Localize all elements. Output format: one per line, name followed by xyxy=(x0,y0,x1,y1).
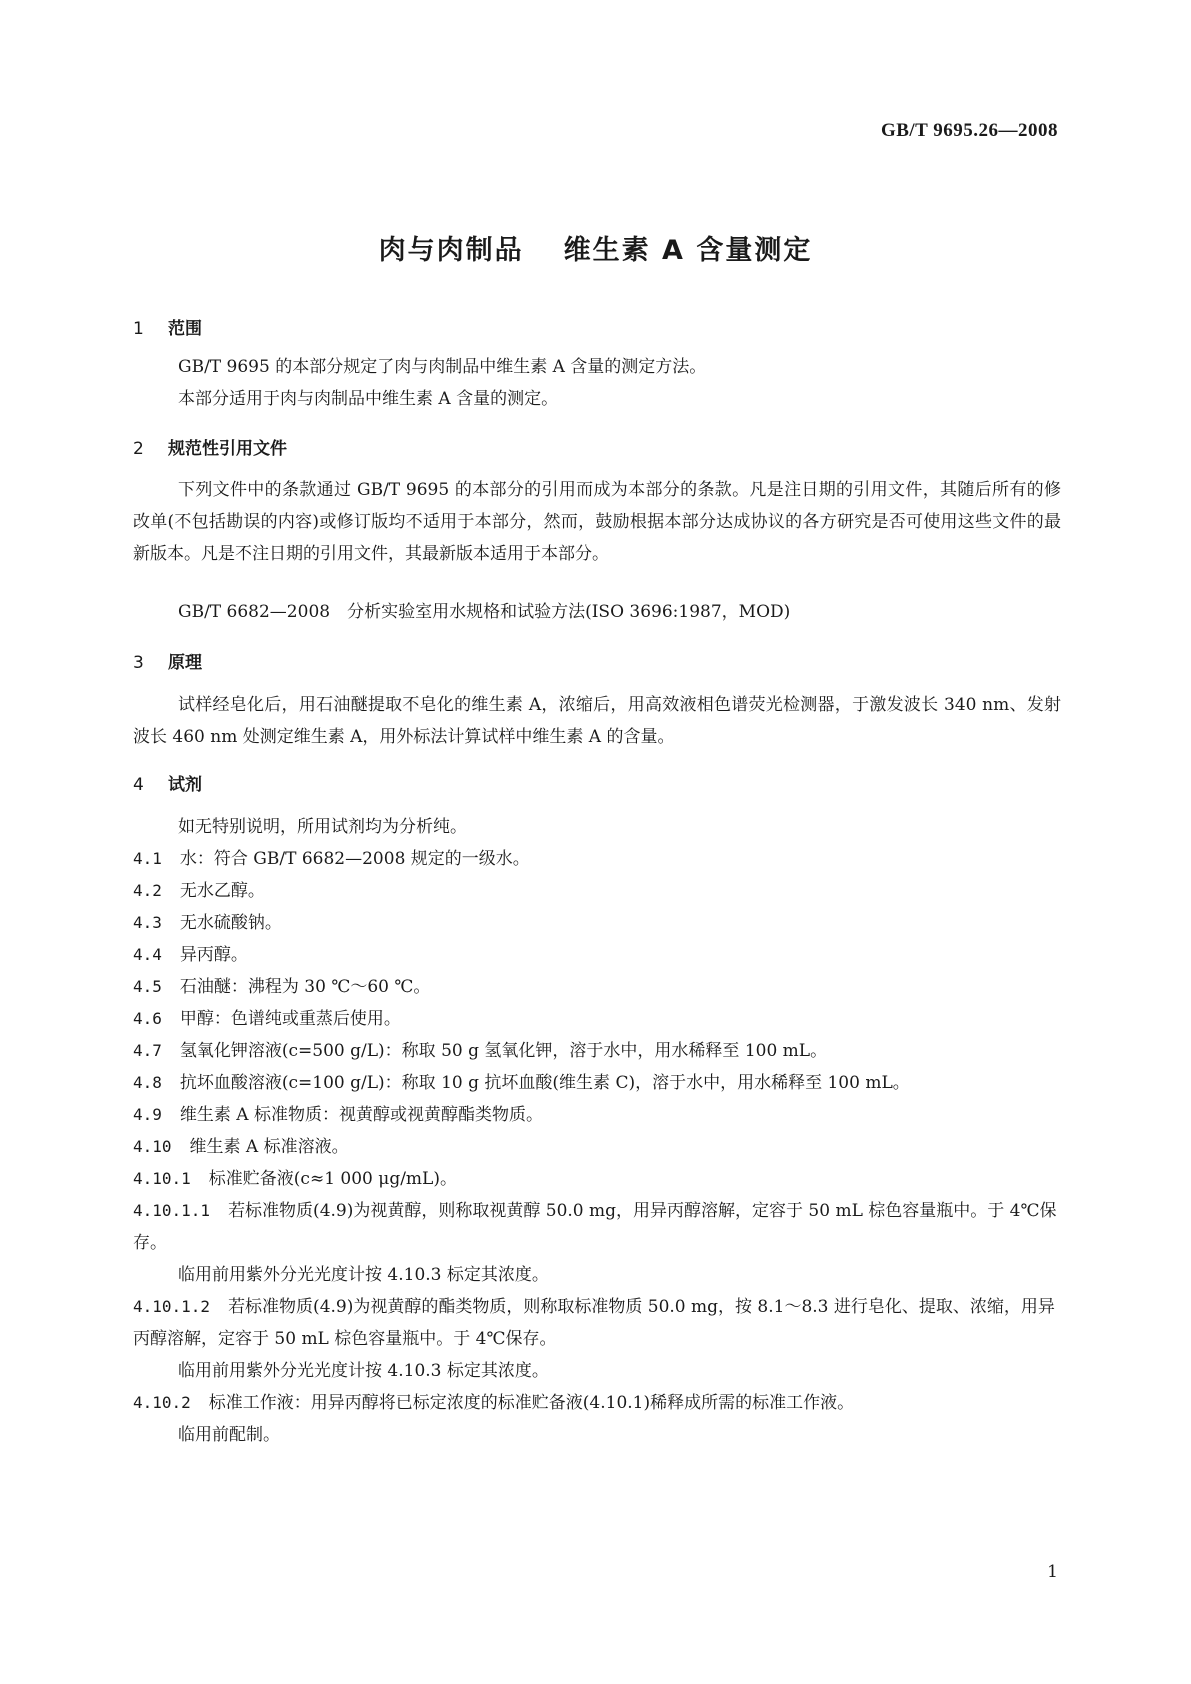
section-title: 规范性引用文件 xyxy=(168,439,287,459)
item-text: 甲醇：色谱纯或重蒸后使用。 xyxy=(179,1009,401,1029)
page-number: 1 xyxy=(1047,1562,1058,1582)
reagent-item xyxy=(133,1003,1061,1035)
item-text: 抗坏血酸溶液(c=100 g/L)：称取 10 g 抗坏血酸(维生素 C)，溶于水中，用水稀释至 100 mL。 xyxy=(179,1073,910,1093)
item-number: 4.5 xyxy=(133,977,162,996)
reagent-item xyxy=(133,1131,1061,1163)
reagent-item xyxy=(133,939,1061,971)
item-number: 4.8 xyxy=(133,1073,162,1092)
reagent-item xyxy=(133,843,1061,875)
section-3-paragraph-1: 试样经皂化后，用石油醚提取不皂化的维生素 A，浓缩后，用高效液相色谱荧光检测器，于激发波长 340 nm、发射波长 460 nm 处测定维生素 A，用外标法计算试样中维生素 A 的含量。 xyxy=(133,695,1061,747)
item-number: 4.10.2 xyxy=(133,1393,191,1412)
section-title: 试剂 xyxy=(168,775,202,795)
section-2-heading xyxy=(133,434,287,459)
title-part-2: 维生素 A 含量测定 xyxy=(563,235,813,266)
title-part-1: 肉与肉制品 xyxy=(378,235,524,266)
item-number: 4.4 xyxy=(133,945,162,964)
section-1-paragraph-2: 本部分适用于肉与肉制品中维生素 A 含量的测定。 xyxy=(178,389,559,409)
section-title: 原理 xyxy=(168,653,202,673)
standard-number: GB/T 9695.26—2008 xyxy=(880,120,1058,141)
section-1-paragraph-1: GB/T 9695 的本部分规定了肉与肉制品中维生素 A 含量的测定方法。 xyxy=(178,357,707,377)
reagent-item xyxy=(133,1035,1061,1067)
item-number: 4.6 xyxy=(133,1009,162,1028)
item-text: 若标准物质(4.9)为视黄醇的酯类物质，则称取标准物质 50.0 mg，按 8.1～8.3 进行皂化、提取、浓缩，用异丙醇溶解，定容于 50 mL 棕色容量瓶中。于 4℃保存。 xyxy=(133,1297,1055,1349)
item-text: 临用前用紫外分光光度计按 4.10.3 标定其浓度。 xyxy=(178,1361,549,1381)
item-number: 4.9 xyxy=(133,1105,162,1124)
reagent-item xyxy=(133,1163,1061,1195)
item-text: 石油醚：沸程为 30 ℃～60 ℃。 xyxy=(179,977,431,997)
section-number: 3 xyxy=(133,653,144,673)
item-number: 4.3 xyxy=(133,913,162,932)
item-text: 无水乙醇。 xyxy=(179,881,265,901)
normative-reference: GB/T 6682—2008 分析实验室用水规格和试验方法(ISO 3696:1987，MOD) xyxy=(178,602,791,622)
section-4-heading xyxy=(133,770,202,795)
reagent-item xyxy=(133,971,1061,1003)
reagent-item xyxy=(133,1195,1061,1259)
item-number: 4.1 xyxy=(133,849,162,868)
reagent-item xyxy=(133,1387,1061,1419)
item-text: 标准贮备液(c≈1 000 μg/mL)。 xyxy=(208,1169,457,1189)
item-note xyxy=(133,1419,1061,1451)
item-note xyxy=(133,1355,1061,1387)
section-title: 范围 xyxy=(168,319,202,339)
section-number: 4 xyxy=(133,775,144,795)
document-title xyxy=(0,228,1191,267)
item-number: 4.10 xyxy=(133,1137,172,1156)
reagent-item xyxy=(133,875,1061,907)
item-number: 4.10.1 xyxy=(133,1169,191,1188)
item-note xyxy=(133,1259,1061,1291)
item-text: 若标准物质(4.9)为视黄醇，则称取视黄醇 50.0 mg，用异丙醇溶解，定容于 50 mL 棕色容量瓶中。于 4℃保存。 xyxy=(133,1201,1057,1253)
reagent-item xyxy=(133,1099,1061,1131)
item-text: 无水硫酸钠。 xyxy=(179,913,282,933)
item-number: 4.7 xyxy=(133,1041,162,1060)
item-number: 4.2 xyxy=(133,881,162,900)
section-number: 2 xyxy=(133,439,144,459)
section-3-heading xyxy=(133,648,202,673)
item-number: 4.10.1.1 xyxy=(133,1201,211,1220)
section-1-heading xyxy=(133,314,202,339)
reagent-item xyxy=(133,1291,1061,1355)
item-number: 4.10.1.2 xyxy=(133,1297,211,1316)
section-number: 1 xyxy=(133,319,144,339)
item-text: 维生素 A 标准物质：视黄醇或视黄醇酯类物质。 xyxy=(179,1105,543,1125)
reagent-item xyxy=(133,907,1061,939)
item-text: 水：符合 GB/T 6682—2008 规定的一级水。 xyxy=(179,849,530,869)
section-2-paragraph-1: 下列文件中的条款通过 GB/T 9695 的本部分的引用而成为本部分的条款。凡是注日期的引用文件，其随后所有的修改单(不包括勘误的内容)或修订版均不适用于本部分，然而，鼓励根据本部分达成协议的各方研究是否可使用这些文件的最新版本。凡是不注日期的引用文件，其最新版本适用于本部分。 xyxy=(133,480,1061,564)
reagent-item xyxy=(133,1067,1061,1099)
item-text: 异丙醇。 xyxy=(179,945,248,965)
item-text: 临用前配制。 xyxy=(178,1425,280,1445)
item-text: 标准工作液：用异丙醇将已标定浓度的标准贮备液(4.10.1)稀释成所需的标准工作液。 xyxy=(208,1393,855,1413)
section-4-intro: 如无特别说明，所用试剂均为分析纯。 xyxy=(178,817,467,837)
item-text: 临用前用紫外分光光度计按 4.10.3 标定其浓度。 xyxy=(178,1265,549,1285)
item-text: 维生素 A 标准溶液。 xyxy=(189,1137,349,1157)
item-text: 氢氧化钾溶液(c=500 g/L)：称取 50 g 氢氧化钾，溶于水中，用水稀释至 100 mL。 xyxy=(179,1041,828,1061)
